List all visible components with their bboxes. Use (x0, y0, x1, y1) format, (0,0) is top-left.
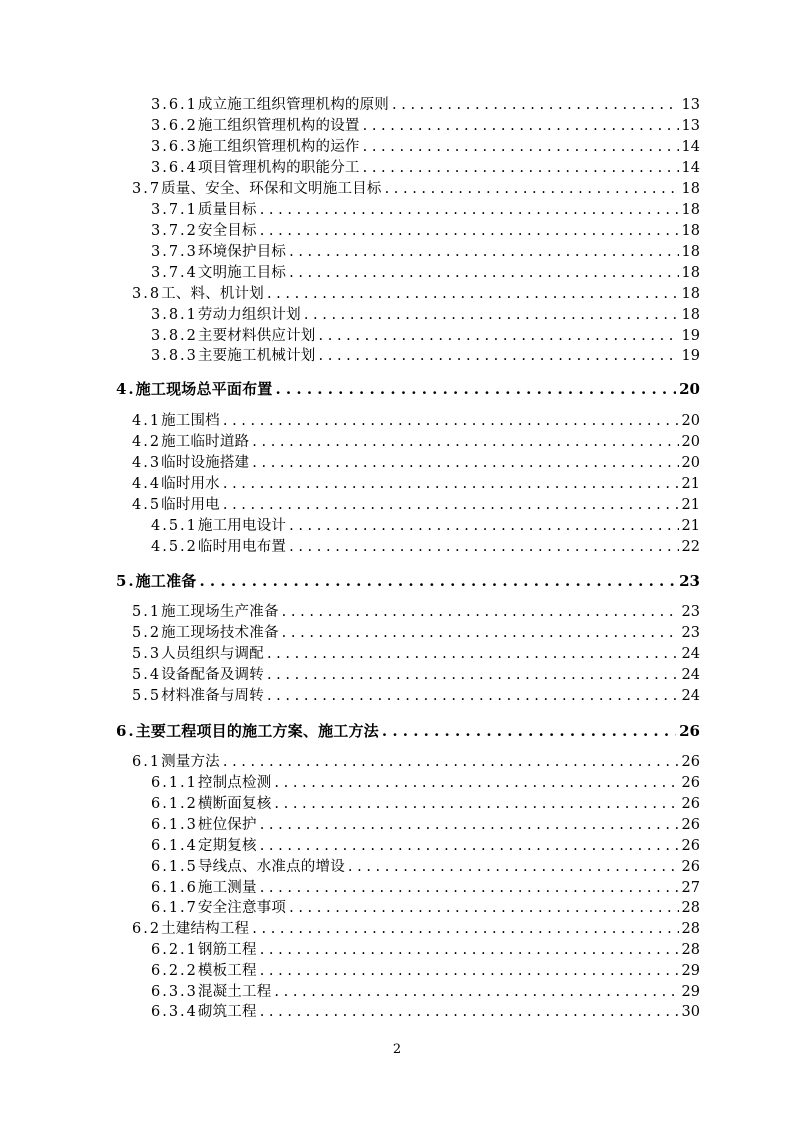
toc-entry-title: 人员组织与调配 (161, 646, 264, 662)
toc-entry-number: 5.3 (132, 646, 162, 662)
toc-entry[interactable] (151, 983, 700, 1001)
toc-dot-leader (304, 306, 679, 324)
toc-entry-title: 施工测量 (197, 880, 257, 896)
toc-entry-number: 3.6.4 (151, 160, 198, 176)
toc-entry-title: 工、料、机计划 (161, 286, 264, 302)
toc-entry[interactable] (132, 666, 700, 684)
toc-dot-leader (252, 920, 678, 938)
toc-dot-leader (274, 774, 678, 792)
toc-dot-leader (289, 264, 678, 282)
toc-entry-page: 20 (681, 413, 700, 429)
toc-entry[interactable] (151, 243, 700, 261)
toc-entry-number: 3.8.1 (151, 307, 198, 323)
toc-entry-page: 26 (681, 859, 700, 875)
toc-entry-number: 3.8.3 (151, 348, 198, 364)
toc-entry-title: 施工用电设计 (197, 518, 287, 534)
toc-entry-number: 3.7.2 (151, 223, 198, 239)
toc-entry-title: 环境保护目标 (197, 244, 287, 260)
toc-entry-number: 6.2.1 (151, 942, 198, 958)
toc-entry-page: 14 (681, 160, 700, 176)
toc-dot-leader (260, 962, 679, 980)
toc-entry-number: 6.3.4 (151, 1004, 198, 1020)
toc-entry-page: 23 (679, 572, 700, 590)
toc-entry[interactable] (151, 962, 700, 980)
toc-entry[interactable] (116, 572, 700, 590)
toc-dot-leader (274, 795, 678, 813)
toc-entry-number: 6. (116, 722, 136, 740)
toc-entry-number: 5.2 (132, 625, 162, 641)
toc-entry[interactable] (151, 941, 700, 959)
toc-entry-page: 22 (681, 539, 700, 555)
toc-entry-page: 13 (681, 118, 700, 134)
toc-entry[interactable] (132, 920, 700, 938)
toc-entry-title: 成立施工组织管理机构的原则 (197, 97, 390, 113)
toc-entry-number: 4.1 (132, 413, 162, 429)
toc-entry-title: 安全目标 (197, 223, 257, 239)
toc-entry[interactable] (132, 454, 700, 472)
toc-entry-number: 6.1 (132, 754, 162, 770)
toc-entry-number: 4.5.1 (151, 518, 198, 534)
toc-entry-page: 20 (681, 455, 700, 471)
toc-entry[interactable] (151, 538, 700, 556)
toc-entry-page: 21 (681, 476, 700, 492)
toc-entry-page: 19 (681, 328, 700, 344)
toc-dot-leader (385, 180, 679, 198)
toc-entry[interactable] (151, 264, 700, 282)
toc-entry-page: 23 (681, 625, 700, 641)
toc-entry-number: 4.2 (132, 434, 162, 450)
toc-entry-number: 5.1 (132, 604, 162, 620)
toc-dot-leader (267, 285, 679, 303)
toc-dot-leader (363, 159, 679, 177)
toc-entry-number: 3.6.1 (151, 97, 198, 113)
toc-entry-page: 28 (681, 921, 700, 937)
toc-dot-leader (223, 412, 679, 430)
toc-dot-leader (260, 201, 679, 219)
toc-entry-title: 定期复核 (197, 838, 257, 854)
toc-entry-page: 20 (679, 380, 700, 398)
toc-entry-title: 模板工程 (197, 963, 257, 979)
toc-dot-leader (260, 222, 679, 240)
toc-entry[interactable] (151, 774, 700, 792)
toc-entry-number: 5.4 (132, 667, 162, 683)
toc-entry[interactable] (151, 347, 700, 365)
toc-entry-page: 20 (681, 434, 700, 450)
toc-entry[interactable] (132, 180, 700, 198)
toc-entry-number: 5.5 (132, 688, 162, 704)
toc-entry-number: 3.8 (132, 286, 162, 302)
toc-entry-title: 临时设施搭建 (161, 455, 250, 471)
toc-dot-leader (252, 454, 678, 472)
toc-entry-number: 3.7 (132, 181, 162, 197)
toc-entry-page: 29 (681, 984, 700, 1000)
toc-dot-leader (223, 753, 679, 771)
toc-entry-page: 14 (681, 139, 700, 155)
toc-entry-page: 18 (681, 244, 700, 260)
toc-dot-leader (267, 645, 679, 663)
toc-entry[interactable] (132, 285, 700, 303)
toc-dot-leader (363, 138, 679, 156)
toc-entry-number: 6.1.3 (151, 817, 198, 833)
toc-entry[interactable] (151, 222, 700, 240)
toc-entry-number: 6.3.3 (151, 984, 198, 1000)
toc-entry[interactable] (151, 899, 700, 917)
toc-entry-number: 3.6.3 (151, 139, 198, 155)
toc-entry-number: 6.1.4 (151, 838, 198, 854)
toc-entry-title: 施工组织管理机构的设置 (197, 118, 360, 134)
toc-entry[interactable] (151, 327, 700, 345)
toc-dot-leader (319, 327, 679, 345)
toc-dot-leader (282, 624, 679, 642)
toc-entry-page: 26 (681, 796, 700, 812)
toc-entry-page: 13 (681, 97, 700, 113)
toc-entry-page: 18 (681, 307, 700, 323)
toc-entry-title: 横断面复核 (197, 796, 272, 812)
toc-entry-page: 23 (681, 604, 700, 620)
toc-entry-page: 19 (681, 348, 700, 364)
toc-entry-page: 24 (681, 646, 700, 662)
toc-entry-number: 6.1.7 (151, 900, 198, 916)
toc-entry[interactable] (116, 722, 700, 740)
toc-entry-title: 安全注意事项 (197, 900, 287, 916)
toc-entry[interactable] (151, 306, 700, 324)
toc-entry[interactable] (151, 159, 700, 177)
toc-entry-number: 4.4 (132, 476, 162, 492)
toc-entry-page: 24 (681, 667, 700, 683)
toc-entry-title: 施工现场总平面布置 (135, 380, 273, 398)
toc-entry-title: 混凝土工程 (197, 984, 272, 1000)
toc-entry[interactable] (116, 380, 700, 398)
toc-dot-leader (260, 1003, 679, 1021)
toc-entry[interactable] (132, 624, 700, 642)
toc-dot-leader (275, 380, 676, 398)
toc-entry-title: 导线点、水准点的增设 (197, 859, 345, 875)
toc-entry[interactable] (132, 753, 700, 771)
toc-entry-title: 临时用电 (161, 497, 220, 513)
toc-entry[interactable] (132, 603, 700, 621)
toc-entry[interactable] (151, 117, 700, 135)
toc-entry[interactable] (151, 879, 700, 897)
toc-entry-page: 30 (681, 1004, 700, 1020)
toc-entry[interactable] (151, 138, 700, 156)
toc-dot-leader (392, 96, 679, 114)
toc-dot-leader (252, 433, 678, 451)
toc-entry-title: 土建结构工程 (161, 921, 250, 937)
toc-entry-page: 29 (681, 963, 700, 979)
toc-entry-title: 临时用电布置 (197, 539, 287, 555)
toc-dot-leader (267, 687, 679, 705)
toc-dot-leader (267, 666, 679, 684)
toc-entry-title: 砌筑工程 (197, 1004, 257, 1020)
toc-entry-title: 主要施工机械计划 (197, 348, 316, 364)
toc-entry-number: 3.7.3 (151, 244, 198, 260)
toc-entry-title: 设备配备及调转 (161, 667, 264, 683)
toc-entry[interactable] (151, 795, 700, 813)
toc-entry-number: 4.3 (132, 455, 162, 471)
toc-entry-title: 质量目标 (197, 202, 257, 218)
toc-dot-leader (223, 475, 679, 493)
toc-entry-title: 临时用水 (161, 476, 220, 492)
toc-dot-leader (289, 517, 678, 535)
toc-entry-number: 4.5.2 (151, 539, 198, 555)
toc-dot-leader (382, 722, 676, 740)
toc-entry[interactable] (132, 687, 700, 705)
toc-entry-page: 26 (681, 838, 700, 854)
toc-dot-leader (348, 858, 679, 876)
toc-entry[interactable] (151, 837, 700, 855)
toc-entry-title: 劳动力组织计划 (197, 307, 301, 323)
toc-dot-leader (260, 837, 679, 855)
toc-entry-title: 施工围档 (161, 413, 220, 429)
toc-entry-title: 材料准备与周转 (161, 688, 264, 704)
toc-entry-title: 施工组织管理机构的运作 (197, 139, 360, 155)
toc-dot-leader (260, 941, 679, 959)
toc-entry-title: 钢筋工程 (197, 942, 257, 958)
toc-entry-number: 3.8.2 (151, 328, 198, 344)
toc-entry[interactable] (151, 858, 700, 876)
toc-entry[interactable] (132, 475, 700, 493)
toc-entry-title: 施工现场技术准备 (161, 625, 279, 641)
toc-entry-page: 26 (679, 722, 700, 740)
toc-dot-leader (363, 117, 679, 135)
toc-entry[interactable] (132, 433, 700, 451)
toc-entry-title: 项目管理机构的职能分工 (197, 160, 360, 176)
toc-entry-number: 6.1.6 (151, 880, 198, 896)
toc-entry-page: 26 (681, 754, 700, 770)
toc-entry[interactable] (151, 96, 700, 114)
toc-entry-title: 测量方法 (161, 754, 220, 770)
toc-entry-number: 4. (116, 380, 136, 398)
toc-entry-title: 施工临时道路 (161, 434, 250, 450)
toc-entry-page: 28 (681, 942, 700, 958)
toc-entry-page: 21 (681, 497, 700, 513)
toc-entry-page: 24 (681, 688, 700, 704)
toc-entry-number: 6.1.5 (151, 859, 198, 875)
toc-entry[interactable] (151, 201, 700, 219)
toc-dot-leader (260, 879, 679, 897)
toc-entry-title: 施工准备 (135, 572, 197, 590)
page-number: 2 (392, 1042, 402, 1057)
toc-entry-number: 6.1.1 (151, 775, 198, 791)
toc-entry-number: 6.2.2 (151, 963, 198, 979)
toc-entry-page: 18 (681, 202, 700, 218)
toc-entry-title: 文明施工目标 (197, 265, 287, 281)
toc-dot-leader (289, 899, 678, 917)
toc-entry-number: 6.2 (132, 921, 162, 937)
toc-entry-number: 6.1.2 (151, 796, 198, 812)
toc-entry-number: 4.5 (132, 497, 162, 513)
toc-entry-number: 3.7.1 (151, 202, 198, 218)
toc-entry-page: 27 (681, 880, 700, 896)
toc-entry-title: 质量、安全、环保和文明施工目标 (161, 181, 382, 197)
toc-entry-page: 18 (681, 181, 700, 197)
toc-entry[interactable] (132, 496, 700, 514)
toc-entry-title: 主要材料供应计划 (197, 328, 316, 344)
toc-entry[interactable] (151, 1003, 700, 1021)
toc-entry-page: 26 (681, 775, 700, 791)
toc-dot-leader (289, 243, 678, 261)
toc-entry-page: 18 (681, 223, 700, 239)
toc-entry-title: 施工现场生产准备 (161, 604, 279, 620)
toc-entry-number: 5. (116, 572, 136, 590)
toc-dot-leader (319, 347, 679, 365)
toc-entry[interactable] (151, 816, 700, 834)
toc-dot-leader (282, 603, 679, 621)
toc-dot-leader (289, 538, 678, 556)
toc-entry[interactable] (132, 645, 700, 663)
toc-entry-page: 21 (681, 518, 700, 534)
toc-entry-page: 26 (681, 817, 700, 833)
toc-entry-page: 18 (681, 286, 700, 302)
toc-dot-leader (274, 983, 678, 1001)
toc-dot-leader (260, 816, 679, 834)
toc-entry-number: 3.7.4 (151, 265, 198, 281)
toc-entry-page: 18 (681, 265, 700, 281)
toc-entry[interactable] (132, 412, 700, 430)
toc-dot-leader (199, 572, 676, 590)
toc-entry[interactable] (151, 517, 700, 535)
toc-entry-page: 28 (681, 900, 700, 916)
toc-dot-leader (223, 496, 679, 514)
toc-entry-title: 主要工程项目的施工方案、施工方法 (135, 722, 379, 740)
toc-entry-title: 桩位保护 (197, 817, 257, 833)
toc-entry-number: 3.6.2 (151, 118, 198, 134)
toc-entry-title: 控制点检测 (197, 775, 272, 791)
